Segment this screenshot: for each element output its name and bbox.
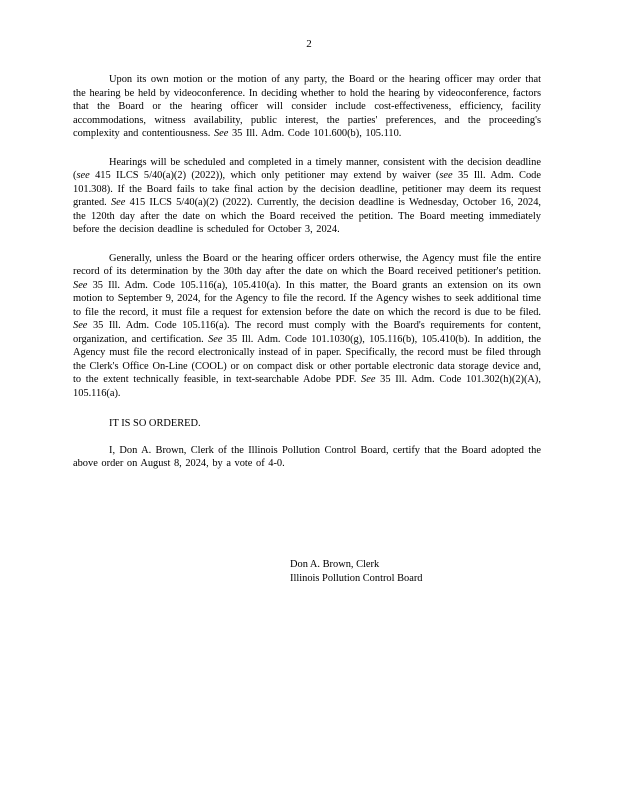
citation-signal: See bbox=[361, 374, 376, 385]
paragraph-record-filing: Generally, unless the Board or the hearing officer orders otherwise, the Agency must file the entire record of its determination by the 30th day after the date on which the Board received petitioner's petition. See 35 Ill. Adm. Code 105.116(a), 105.410(a). In this matter, the Board grants an extension on its own motion to September 9, 2024, for the Agency to file the record. If the Agency wishes to seek additional time to file the record, it must file a request for extension before the date on which the record is due to be filed. See 35 Ill. Adm. Code 105.116(a). The record must comply with the Board's requirements for content, organization, and certification. See 35 Ill. Adm. Code 101.1030(g), 105.116(b), 105.410(b). In addition, the Agency must file the record electronically instead of in paper. Specifically, the record must be filed through the Clerk's Office On-Line (COOL) or on compact disk or other portable electronic data storage device and, to the extent technically feasible, in text-searchable Adobe PDF. See 35 Ill. Adm. Code 101.302(h)(2)(A), 105.116(a). bbox=[73, 252, 541, 399]
order-body bbox=[73, 73, 541, 486]
so-ordered-line: IT IS SO ORDERED. bbox=[109, 418, 201, 429]
citation-signal: see bbox=[76, 170, 90, 181]
citation-signal: See bbox=[73, 279, 88, 291]
citation-signal: See bbox=[208, 333, 223, 345]
signature-organization: Illinois Pollution Control Board bbox=[290, 572, 423, 584]
signature-block bbox=[290, 558, 423, 585]
page-number: 2 bbox=[306, 38, 312, 50]
signature-name: Don A. Brown, Clerk bbox=[290, 559, 380, 570]
citation-signal: See bbox=[73, 320, 88, 331]
citation-signal: see bbox=[439, 170, 453, 181]
certification-paragraph: I, Don A. Brown, Clerk of the Illinois Pollution Control Board, certify that the Board adopted the above order on August 8, 2024, by a vote of 4-0. bbox=[73, 444, 541, 469]
paragraph-videoconference: Upon its own motion or the motion of any party, the Board or the hearing officer may order that the hearing be held by videoconference. In deciding whether to hold the hearing by videoconference, factors that the Board or the hearing officer will consider include cost-effectiveness, efficiency, facility accommodations, witness availability, public interest, the parties' preferences, and the proceeding's complexity and contentiousness. See 35 Ill. Adm. Code 101.600(b), 105.110. bbox=[73, 74, 541, 139]
citation-signal: See bbox=[213, 128, 229, 139]
paragraph-hearing-schedule: Hearings will be scheduled and completed in a timely manner, consistent with the decision deadline (see 415 ILCS 5/40(a)(2) (2022)), which only petitioner may extend by waiver (see 35 Ill. Adm. Code 101.308). If the Board fails to take final action by the decision deadline, petitioner may deem its request granted. See 415 ILCS 5/40(a)(2) (2022). Currently, the decision deadline is Wednesday, October 16, 2024, the 120th day after the date on which the Board received the petition. The Board meeting immediately before the decision deadline is scheduled for October 3, 2024. bbox=[73, 156, 541, 235]
citation-signal: See bbox=[110, 197, 126, 208]
